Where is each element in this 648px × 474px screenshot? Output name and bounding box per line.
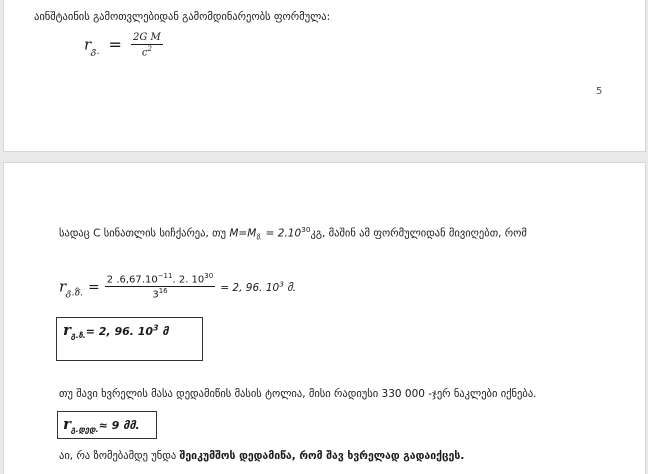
- calc-symbol: r: [59, 277, 67, 296]
- mass-value: = 2.10: [262, 227, 302, 240]
- formula-numerator: 2G M: [133, 32, 161, 43]
- formula-equals: =: [108, 34, 122, 54]
- box1-value: = 2, 96. 10: [85, 325, 154, 338]
- denominator-base: c: [141, 47, 148, 59]
- box1-subscript: გ.ზ.: [70, 331, 86, 341]
- calc-numerator: [105, 273, 215, 287]
- box1-symbol: r: [63, 321, 71, 339]
- denominator-exp-2: 16: [158, 287, 168, 296]
- calculation-formula: [59, 273, 296, 301]
- numerator-part-b: . 2. 10: [172, 274, 205, 286]
- numerator-part-a: 2 .6,67.10: [106, 274, 158, 286]
- box2-subscript: გ.დედ.: [70, 425, 99, 435]
- formula-subscript: გ.: [91, 46, 100, 57]
- box2-value: ≈ 9 მმ.: [98, 419, 140, 432]
- mass-subscript: ზ.: [256, 232, 263, 242]
- box1-unit: მ: [158, 325, 169, 338]
- box2-symbol: r: [63, 415, 71, 433]
- calc-subscript: გ.ზ.: [66, 288, 83, 299]
- denominator-base-2: 3: [152, 289, 159, 301]
- result-box-1-text: [63, 321, 168, 340]
- schwarzschild-formula: [84, 32, 163, 58]
- intro-text: აინშტაინის გამოთვლებიდან გამომდინარეობს ფორმულა:: [34, 11, 331, 23]
- conclusion-text: აი, რა ზომებამდე უნდა: [59, 450, 180, 462]
- denominator-exponent: 2: [147, 45, 152, 53]
- box1-exponent: 3: [153, 323, 159, 333]
- document-page-2: [3, 162, 646, 474]
- calc-fraction: [105, 273, 215, 301]
- mass-symbol: M=M: [229, 227, 257, 240]
- result-value: = 2, 96. 10: [220, 282, 280, 295]
- calc-equals: =: [87, 279, 100, 296]
- numerator-exp-a: −11: [157, 272, 173, 280]
- formula-denominator: [142, 45, 152, 58]
- page-number: 5: [596, 86, 603, 97]
- document-page-1: [3, 0, 646, 152]
- earth-radius-sentence: თუ შავი ხვრელის მასა დედამიწის მასის ტოლია, მისი რადიუსი 330 000 -ჯერ ნაკლები იქნება.: [59, 388, 537, 400]
- result-unit: მ.: [283, 282, 297, 295]
- calc-result: [220, 279, 297, 295]
- conclusion-bold-text: შეიკუმშოს დედამიწა, რომ შავ ხვრელად გადაიქცეს.: [179, 450, 465, 462]
- condition-text-end: კგ, მაშინ ამ ფორმულიდან მივიღებთ, რომ: [310, 227, 527, 240]
- conclusion-line: [59, 450, 464, 462]
- formula-fraction: [131, 32, 163, 58]
- result-box-2-text: [63, 415, 140, 434]
- result-exponent: 3: [279, 279, 284, 289]
- calc-denominator: [152, 287, 167, 300]
- condition-text: სადაც C სინათლის სიჩქარეა, თუ: [59, 227, 230, 240]
- numerator-exp-b: 30: [204, 272, 214, 280]
- formula-symbol: r: [84, 35, 92, 54]
- mass-exponent: 30: [301, 225, 311, 234]
- condition-line: [59, 225, 527, 242]
